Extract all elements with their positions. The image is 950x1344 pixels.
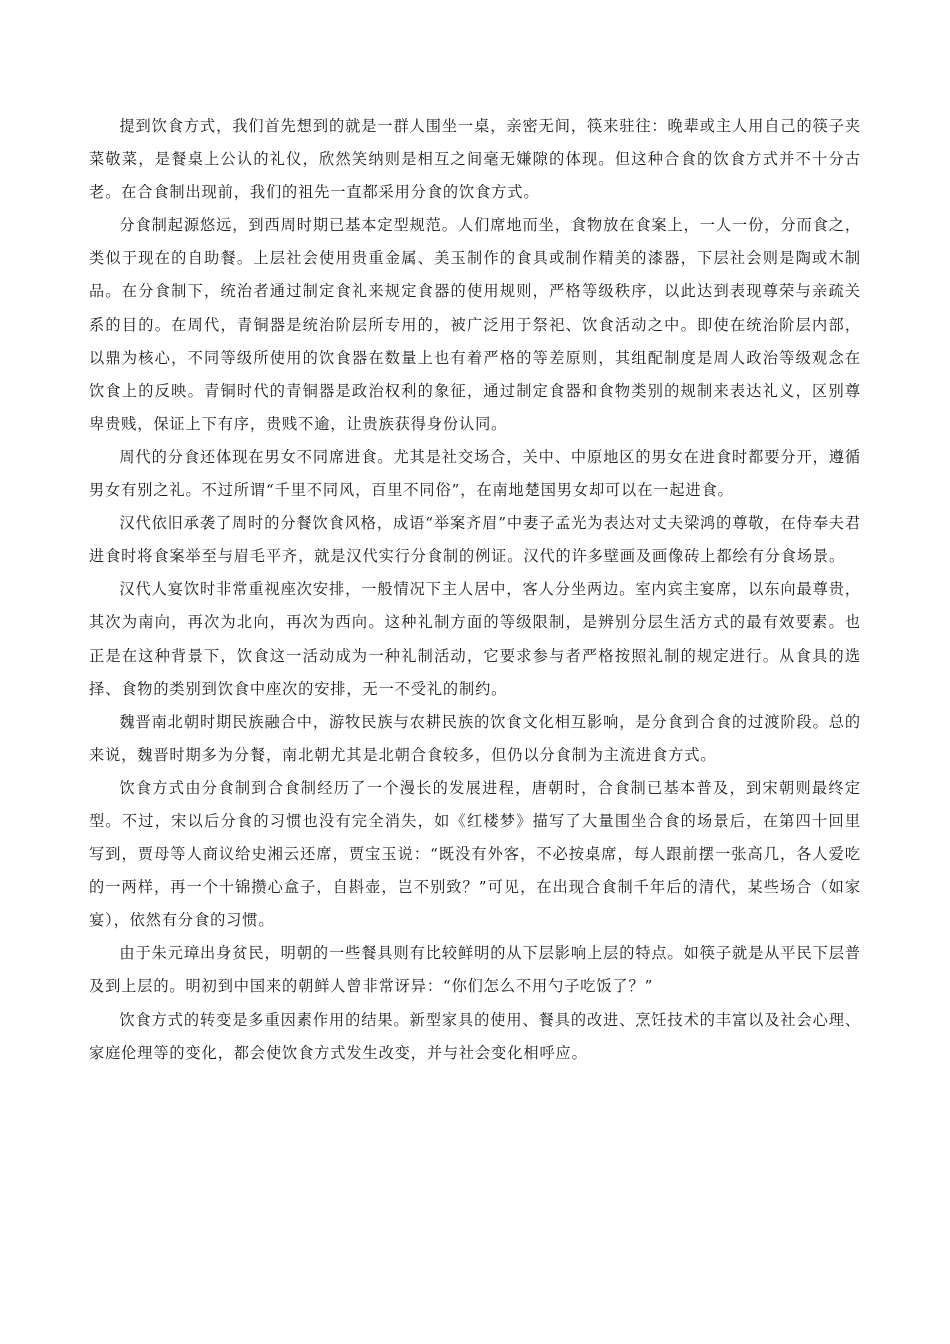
paragraph-4: 汉代依旧承袭了周时的分餐饮食风格，成语“举案齐眉”中妻子孟光为表达对丈夫梁鸿的尊敬，在侍奉夫君进食时将食案举至与眉毛平齐，就是汉代实行分食制的例证。汉代的许多壁画及画像砖上都绘有分食场景。	[89, 514, 861, 566]
document-page	[89, 110, 861, 1070]
paragraph-5: 汉代人宴饮时非常重视座次安排，一般情况下主人居中，客人分坐两边。室内宾主宴席，以东向最尊贵，其次为南向，再次为北向，再次为西向。这种礼制方面的等级限制，是辨别分层生活方式的最有效要素。也正是在这种背景下，饮食这一活动成为一种礼制活动，它要求参与者严格按照礼制的规定进行。从食具的选择、食物的类别到饮食中座次的安排，无一不受礼的制约。	[89, 580, 861, 698]
paragraph-1: 提到饮食方式，我们首先想到的就是一群人围坐一桌，亲密无间，筷来驻往：晚辈或主人用自己的筷子夹菜敬菜，是餐桌上公认的礼仪，欣然笑纳则是相互之间毫无嫌隙的体现。但这种合食的饮食方式并不十分古老。在合食制出现前，我们的祖先一直都采用分食的饮食方式。	[89, 117, 861, 202]
paragraph-6: 魏晋南北朝时期民族融合中，游牧民族与农耕民族的饮食文化相互影响，是分食到合食的过渡阶段。总的来说，魏晋时期多为分餐，南北朝尤其是北朝合食较多，但仍以分食制为主流进食方式。	[89, 712, 861, 764]
paragraph-7: 饮食方式由分食制到合食制经历了一个漫长的发展进程，唐朝时，合食制已基本普及，到宋朝则最终定型。不过，宋以后分食的习惯也没有完全消失，如《红楼梦》描写了大量围坐合食的场景后，在第四十回里写到，贾母等人商议给史湘云还席，贾宝玉说：“既没有外客，不必按桌席，每人跟前摆一张高几，各人爱吃的一两样，再一个十锦攒心盒子，自斟壶，岂不别致？”可见，在出现合食制千年后的清代，某些场合（如家宴），依然有分食的习惯。	[89, 778, 861, 930]
paragraph-3: 周代的分食还体现在男女不同席进食。尤其是社交场合，关中、中原地区的男女在进食时都要分开，遵循男女有别之礼。不过所谓“千里不同风，百里不同俗”，在南地楚国男女却可以在一起进食。	[89, 447, 861, 500]
paragraph-2: 分食制起源悠远，到西周时期已基本定型规范。人们席地而坐，食物放在食案上，一人一份，分而食之，类似于现在的自助餐。上层社会使用贵重金属、美玉制作的食具或制作精美的漆器，下层社会则是陶或木制品。在分食制下，统治者通过制定食礼来规定食器的使用规则，严格等级秩序，以此达到表现尊荣与亲疏关系的目的。在周代，青铜器是统治阶层所专用的，被广泛用于祭祀、饮食活动之中。即使在统治阶层内部，以鼎为核心，不同等级所使用的饮食器在数量上也有着严格的等差原则，其组配制度是周人政治等级观念在饮食上的反映。青铜时代的青铜器是政治权利的象征，通过制定食器和食物类别的规制来表达礼义，区别尊卑贵贱，保证上下有序，贵贱不逾，让贵族获得身份认同。	[89, 216, 861, 433]
paragraph-9: 饮食方式的转变是多重因素作用的结果。新型家具的使用、餐具的改进、烹饪技术的丰富以及社会心理、家庭伦理等的变化，都会使饮食方式发生改变，并与社会变化相呼应。	[89, 1010, 861, 1062]
paragraph-8: 由于朱元璋出身贫民，明朝的一些餐具则有比较鲜明的从下层影响上层的特点。如筷子就是从平民下层普及到上层的。明初到中国来的朝鲜人曾非常讶异：“你们怎么不用勺子吃饭了？”	[89, 944, 861, 996]
